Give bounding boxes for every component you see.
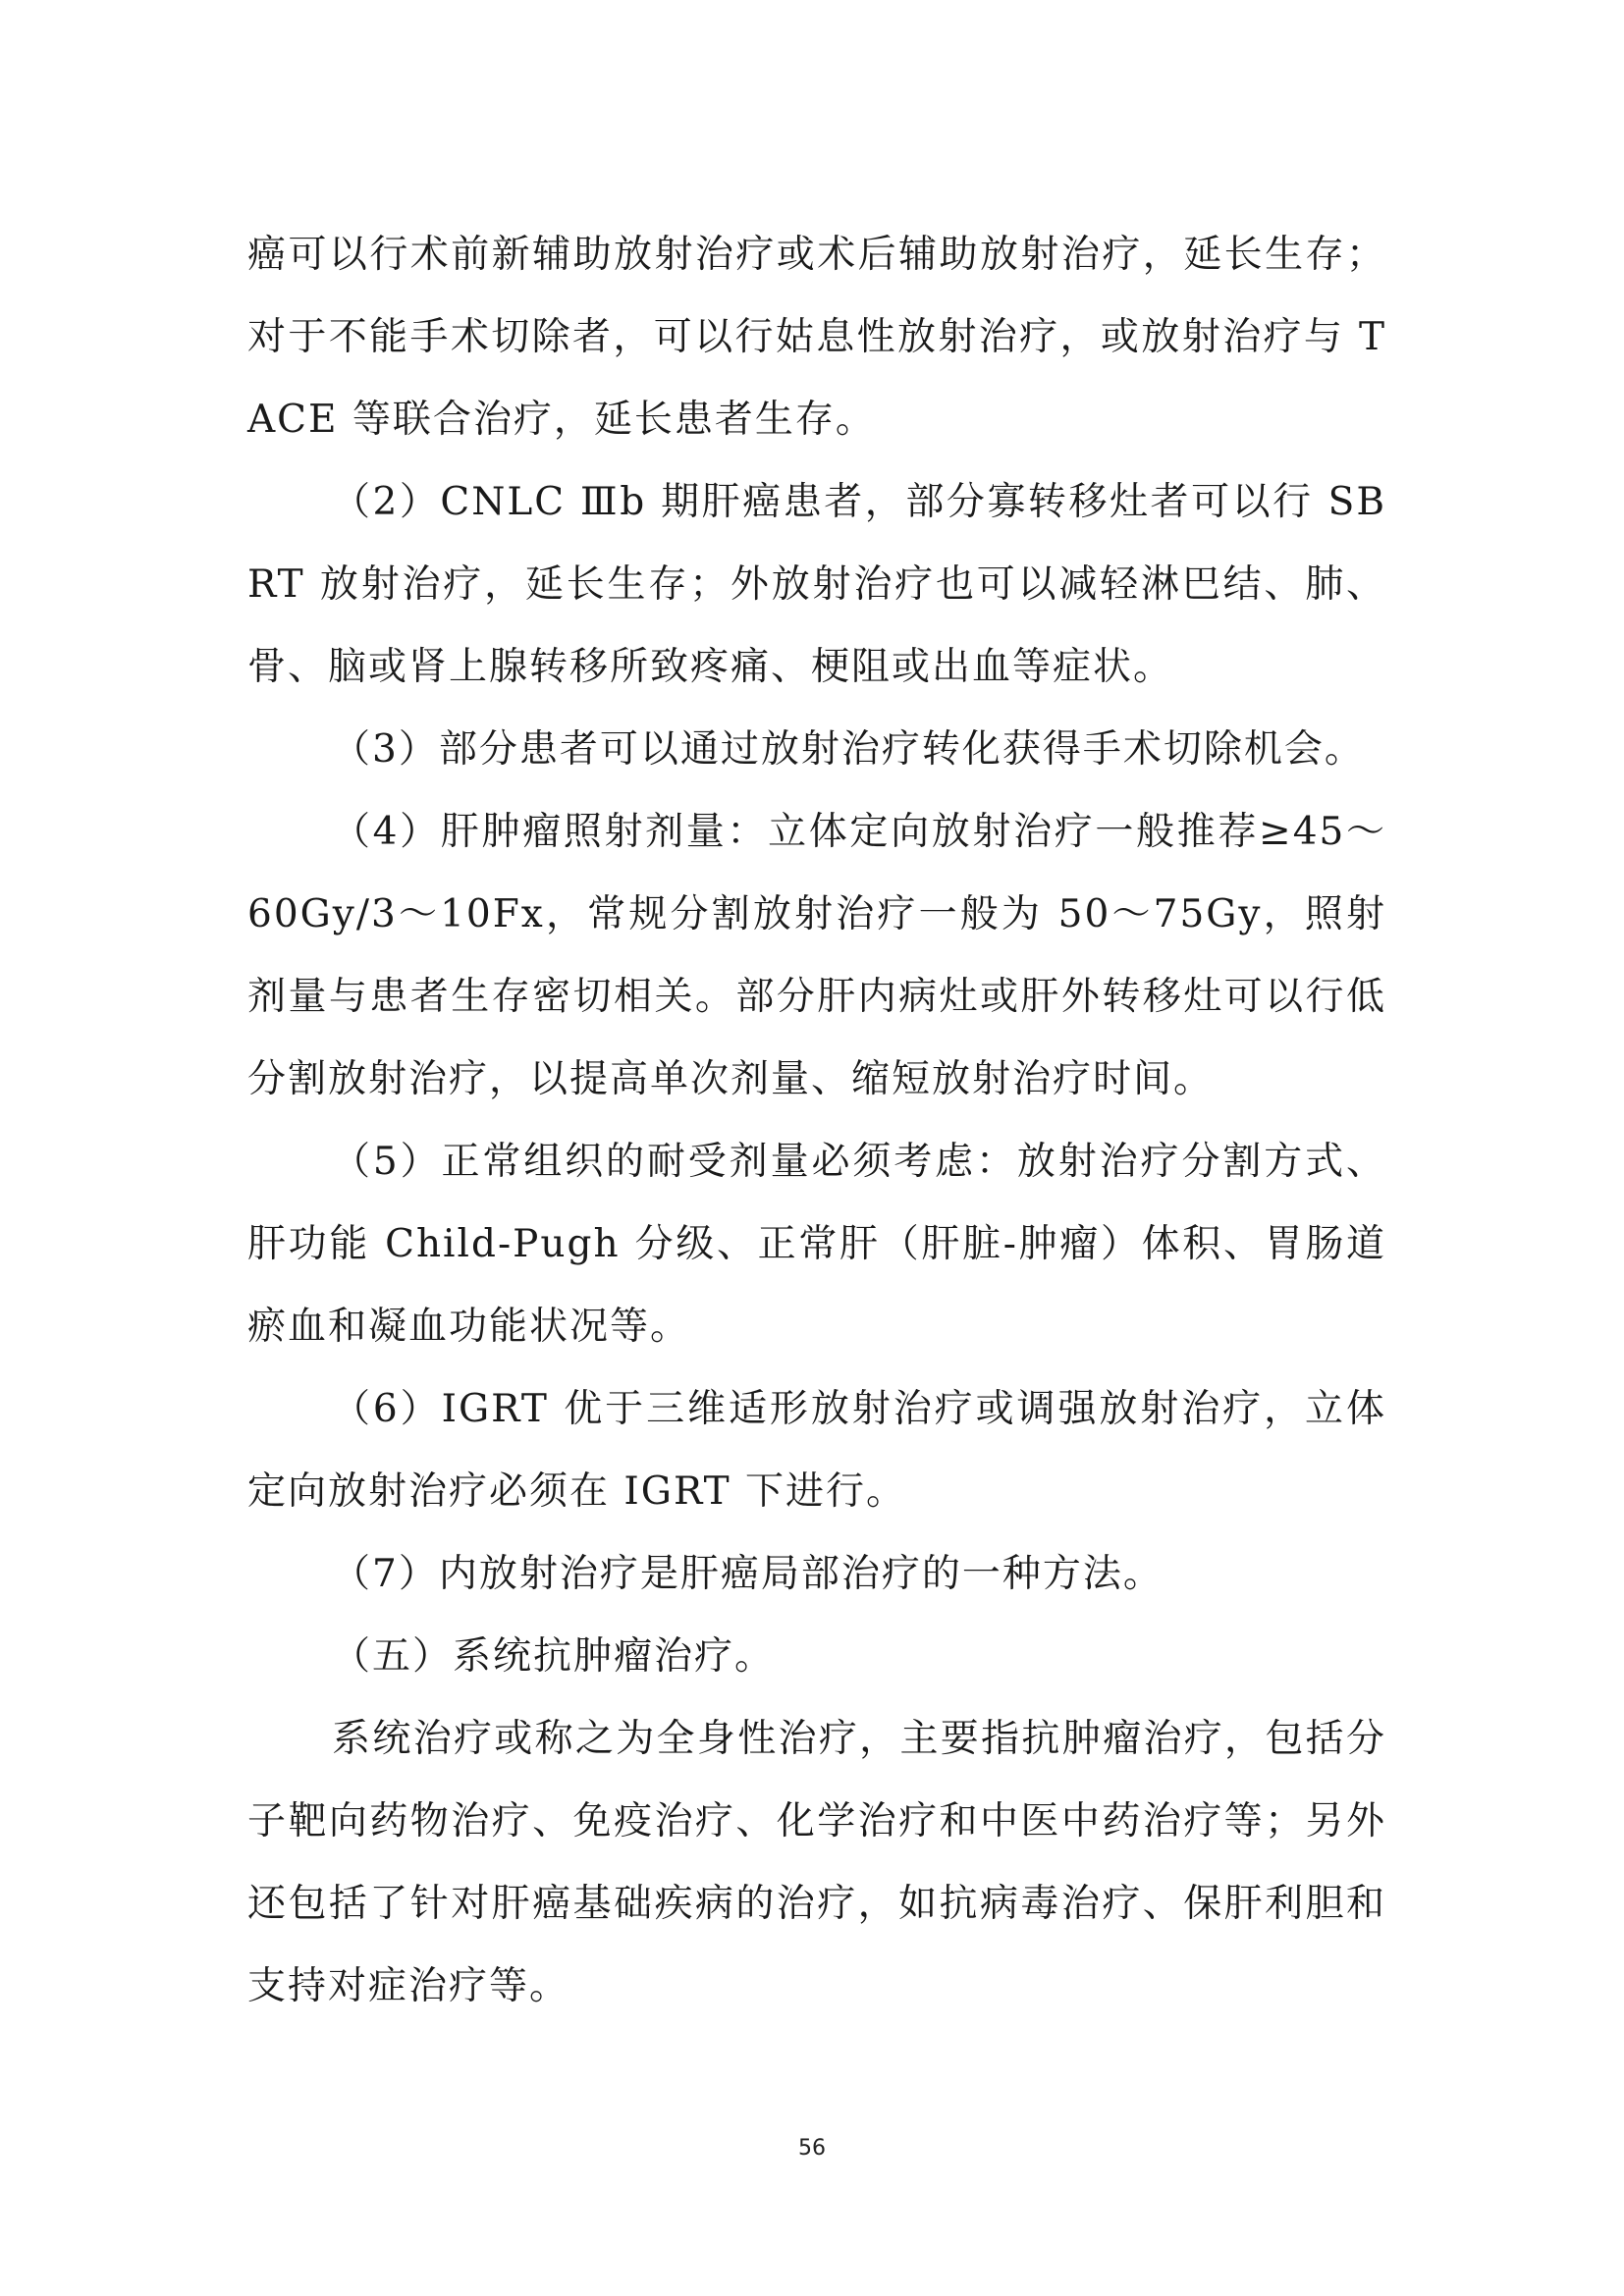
document-body: [247, 214, 1386, 2028]
section-heading: （五）系统抗肿瘤治疗。: [332, 1634, 776, 1679]
paragraph-item-2: （2）CNLC Ⅲb 期肝癌患者，部分寡转移灶者可以行 SBRT 放射治疗，延长生存；外放射治疗也可以减轻淋巴结、肺、骨、脑或肾上腺转移所致疼痛、梗阻或出血等症状。: [247, 480, 1386, 689]
paragraph-item-5: （5）正常组织的耐受剂量必须考虑：放射治疗分割方式、肝功能 Child-Pugh 分级、正常肝（肝脏-肿瘤）体积、胃肠道瘀血和凝血功能状况等。: [247, 1140, 1386, 1349]
paragraph-systemic-therapy: 系统治疗或称之为全身性治疗，主要指抗肿瘤治疗，包括分子靶向药物治疗、免疫治疗、化学治疗和中医中药治疗等；另外还包括了针对肝癌基础疾病的治疗，如抗病毒治疗、保肝利胆和支持对症治疗等。: [247, 1717, 1386, 2008]
paragraph-item-6: （6）IGRT 优于三维适形放射治疗或调强放射治疗，立体定向放射治疗必须在 IGRT 下进行。: [247, 1387, 1386, 1514]
paragraph-item-3: （3）部分患者可以通过放射治疗转化获得手术切除机会。: [332, 727, 1365, 772]
paragraph-item-7: （7）内放射治疗是肝癌局部治疗的一种方法。: [332, 1552, 1164, 1596]
page-number: 56: [798, 2136, 826, 2161]
paragraph-continuation: 癌可以行术前新辅助放射治疗或术后辅助放射治疗，延长生存；对于不能手术切除者，可以行姑息性放射治疗，或放射治疗与 TACE 等联合治疗，延长患者生存。: [247, 233, 1386, 442]
paragraph-item-4: （4）肝肿瘤照射剂量：立体定向放射治疗一般推荐≥45～60Gy/3～10Fx，常规分割放射治疗一般为 50～75Gy，照射剂量与患者生存密切相关。部分肝内病灶或肝外转移灶可以行低分割放射治疗，以提高单次剂量、缩短放射治疗时间。: [247, 810, 1386, 1101]
